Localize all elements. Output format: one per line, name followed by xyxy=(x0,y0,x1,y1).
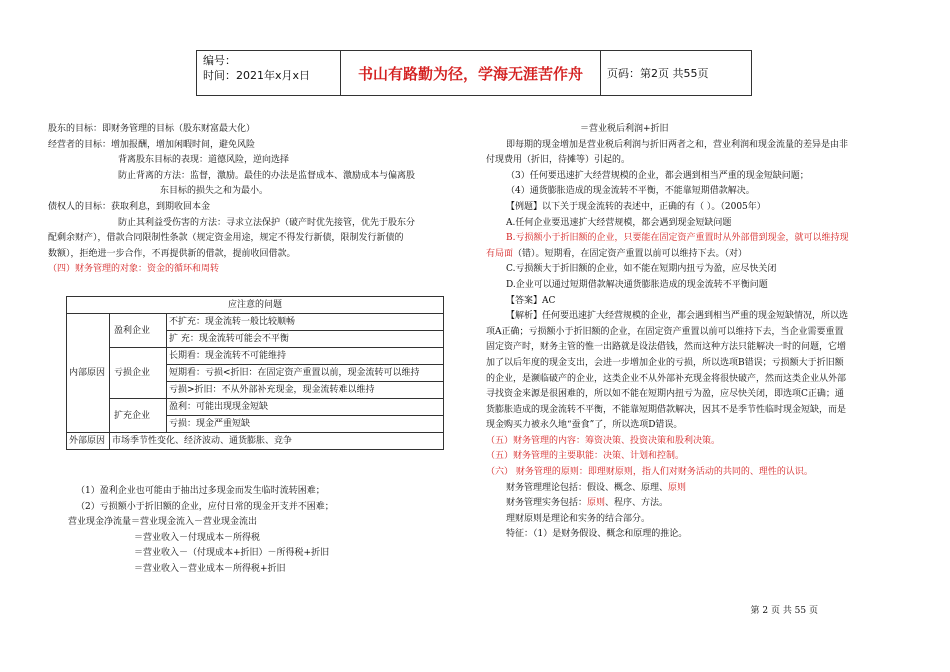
analysis-line: 固定资产时，财务主管的惟一出路就是设法借钱，然而这种方法只能解决一时的问题，它增 xyxy=(486,342,847,353)
text-line: 数额），拒绝进一步合作，不再提供新的借款，提前收回借款。 xyxy=(48,248,296,259)
table-cell: 不扩充：现金流转一般比较顺畅 xyxy=(167,314,444,331)
text-line: 付现费用（折旧，待摊等）引起的。 xyxy=(486,155,631,166)
text-line: ＝营业收入－营业成本－所得税+折旧 xyxy=(134,563,286,574)
analysis-line: 加了以后年度的现金支出，会进一步增加企业的亏损，所以选项B错误；亏损额大于折旧额 xyxy=(486,357,844,368)
text-line: 特征：（1）是财务假设、概念和原理的推论。 xyxy=(506,529,688,540)
table-cell: 盈利：可能出现现金短缺 xyxy=(167,399,444,416)
table-cell: 市场季节性变化、经济波动、通货膨胀、竞争 xyxy=(110,433,444,450)
answer: 【答案】AC xyxy=(506,295,556,306)
page-label: 页码：第2页 共55页 xyxy=(607,67,709,80)
external-cause: 外部原因 xyxy=(67,433,110,450)
text-line: 债权人的目标：获取利息，到期收回本金 xyxy=(48,201,211,212)
left-column-bottom xyxy=(68,484,458,578)
option-b-end: 有局面 xyxy=(486,248,514,259)
text-line: ＝营业收入－（付现成本+折旧）－所得税+折旧 xyxy=(134,548,330,559)
left-column xyxy=(48,122,448,278)
section-title: （四）财务管理的对象：资金的循环和周转 xyxy=(48,264,220,275)
table-header: 应注意的问题 xyxy=(67,297,444,314)
text-line: 经营者的目标：增加报酬，增加闲暇时间，避免风险 xyxy=(48,139,256,150)
analysis-line: 现金购买力被永久地“蚕食”了，所以选项D错误。 xyxy=(486,420,683,431)
loss-company: 亏损企业 xyxy=(110,348,167,399)
theory-red: 原则 xyxy=(668,482,687,493)
practice-text-end: 、程序、方法。 xyxy=(605,498,669,509)
profit-company: 盈利企业 xyxy=(110,314,167,348)
section-title: （六） 财务管理的原则：即理财原则，指人们对财务活动的共同的、理性的认识。 xyxy=(486,467,813,478)
table-cell: 亏损>折旧：不从外部补充现金，现金流转难以维持 xyxy=(167,382,444,399)
text-line: 【例题】以下关于现金流转的表述中，正确的有（ ）。（2005年） xyxy=(506,201,766,212)
text-line: C.亏损额大于折旧额的企业，如不能在短期内扭亏为盈，应尽快关闭 xyxy=(506,264,777,275)
text-line: ＝营业收入－付现成本－所得税 xyxy=(134,532,261,543)
table-cell: 亏损：现金严重短缺 xyxy=(167,416,444,433)
analysis-line: 项A正确；亏损额小于折旧额的企业，在固定资产重置以前可以维持下去，当企业需要重置 xyxy=(486,326,844,337)
right-column xyxy=(486,122,886,543)
text-line: 股东的目标：即财务管理的目标（股东财富最大化） xyxy=(48,124,256,134)
header-meta xyxy=(197,51,341,95)
analysis-line: 【解析】任何要迅速扩大经营规模的企业，都会遇到相当严重的现金短缺情况，所以选 xyxy=(506,311,849,322)
motto: 书山有路勤为径，学海无涯苦作舟 xyxy=(341,51,601,95)
section-title: （五）财务管理的内容：筹资决策、投资决策和股利决策。 xyxy=(486,435,721,446)
text-line: 东目标的损失之和为最小。 xyxy=(160,186,269,197)
text-line: 防止背离的方法：监督，激励。最佳的办法是监督成本、激励成本与偏离股 xyxy=(118,170,416,181)
text-line: 背离股东目标的表现：道德风险，逆向选择 xyxy=(118,155,290,166)
text-line: 防止其利益受伤害的方法：寻求立法保护（破产时优先接管，优先于股东分 xyxy=(118,217,416,228)
text-line: 理财原则是理论和实务的结合部分。 xyxy=(506,513,651,524)
analysis-line: 寻找资金来源是很困难的，所以如不能在短期内扭亏为盈，应尽快关闭，即选项C正确；通 xyxy=(486,389,844,400)
text-line: （3）任何要迅速扩大经营规模的企业，都会遇到相当严重的现金短缺问题； xyxy=(506,170,809,181)
page-header xyxy=(196,50,752,96)
practice-text: 财务管理实务包括： xyxy=(506,498,588,509)
option-b: B.亏损额小于折旧额的企业，只要能在固定资产重置时从外部借到现金，就可以维持现 xyxy=(506,233,849,244)
text-line: （2）亏损额小于折旧额的企业，应付日常的现金开支并不困难； xyxy=(76,501,334,512)
text-line: （1）盈利企业也可能由于抽出过多现金而发生临时流转困难； xyxy=(76,486,325,496)
option-b-note: （错）。短期看，在固定资产重置以前可以维持下去。（对） xyxy=(513,248,748,259)
practice-red: 原则 xyxy=(587,498,606,509)
analysis-line: 的企业，是濒临破产的企业，这类企业不从外部补充现金将很快破产，然而这类企业从外部 xyxy=(486,373,847,384)
page-footer: 第 2 页 共 55 页 xyxy=(750,606,818,616)
table-cell: 长期看：现金流转不可能维持 xyxy=(167,348,444,365)
time-label: 时间：2021年x月x日 xyxy=(203,69,311,82)
number-label: 编号： xyxy=(203,54,236,67)
section-title: （五）财务管理的主要职能：决策、计划和控制。 xyxy=(486,451,685,462)
text-line: 即每期的现金增加是营业税后利润与折旧两者之和，营业利润和现金流量的差异是由非 xyxy=(506,139,849,150)
text-line: 营业现金净流量＝营业现金流入－营业现金流出 xyxy=(68,517,258,528)
expand-company: 扩充企业 xyxy=(110,399,167,433)
text-line: 配剩余财产），借款合同限制性条款（规定资金用途，规定不得发行新债，限制发行新债的 xyxy=(48,233,404,244)
analysis-line: 货膨胀造成的现金流转不平衡，不能靠短期借款解决，因其不是季节性临时现金短缺，而是 xyxy=(486,404,847,415)
text-line: ＝营业税后利润+折旧 xyxy=(580,124,669,134)
text-line: D.企业可以通过短期借款解决通货膨胀造成的现金流转不平衡问题 xyxy=(506,279,768,290)
text-line: （4）通货膨胀造成的现金流转不平衡，不能靠短期借款解决。 xyxy=(506,186,755,197)
internal-cause: 内部原因 xyxy=(67,314,110,433)
text-line: A.任何企业要迅速扩大经营规模，都会遇到现金短缺问题 xyxy=(506,217,732,228)
theory-text: 财务管理理论包括：假设、概念、原理、 xyxy=(506,482,669,493)
table-cell: 短期看：亏损<折旧：在固定资产重置以前，现金流转可以维持 xyxy=(167,365,444,382)
cash-flow-table xyxy=(66,296,444,450)
table-cell: 扩 充：现金流转可能会不平衡 xyxy=(167,331,444,348)
